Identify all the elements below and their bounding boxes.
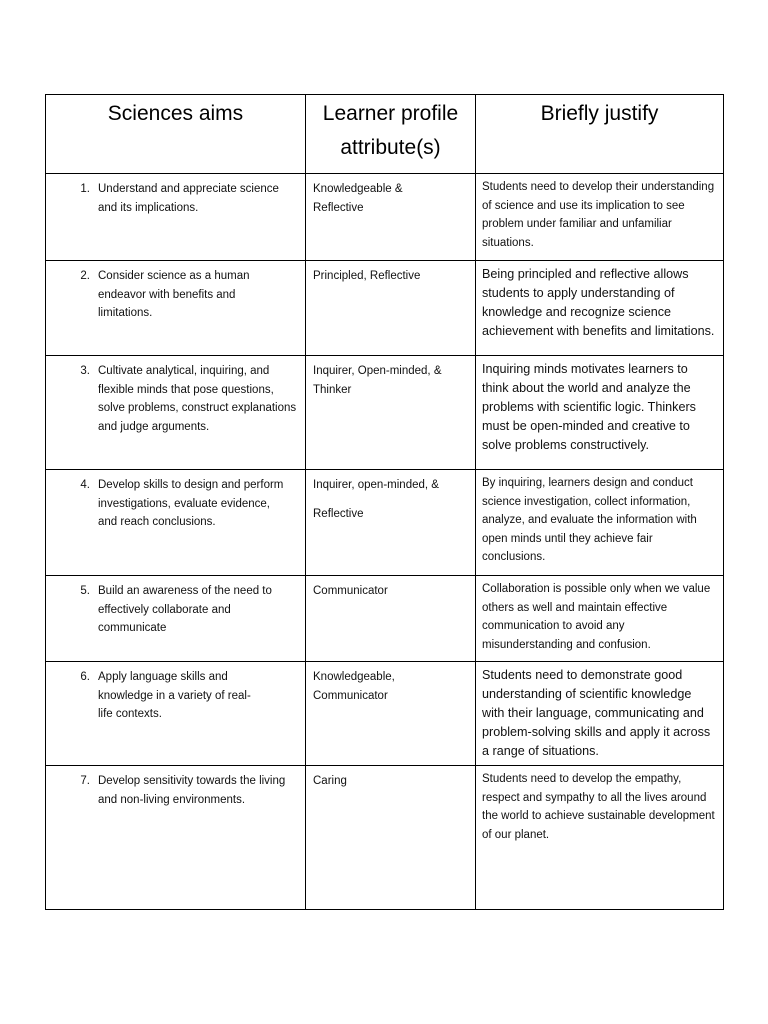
justify-text: By inquiring, learners design and conduct science investigation, collect information, analyze, and evaluate the information with open minds until they achieve fair conclusions. [482, 477, 697, 563]
justify-cell [476, 356, 724, 470]
row-number: 4. [80, 479, 90, 491]
attribute-text: Inquirer, open-minded, & [313, 479, 439, 491]
header-justify: Briefly justify [476, 95, 724, 174]
aim-cell [46, 261, 306, 356]
table-row [46, 576, 724, 662]
row-number: 7. [80, 775, 90, 787]
table-row [46, 356, 724, 470]
justify-cell [476, 662, 724, 766]
attribute-cell [306, 662, 476, 766]
attribute-cell [306, 470, 476, 576]
attribute-cell [306, 356, 476, 470]
aim-text: Apply language skills and knowledge in a variety of real-life contexts. [98, 671, 251, 720]
attribute-text: Communicator [313, 585, 388, 597]
table-row [46, 174, 724, 261]
justify-text: Students need to develop their understanding of science and use its implication to see problem under familiar and unfamiliar situations. [482, 181, 715, 249]
aim-text: Build an awareness of the need to effectively collaborate and communicate [98, 585, 272, 634]
justify-text: Inquiring minds motivates learners to think about the world and analyze the problems with scientific logic. Thinkers must be open-minded and creative to solve problems constructively. [482, 362, 696, 452]
justify-text: Students need to develop the empathy, respect and sympathy to all the lives around the world to achieve sustainable development of our planet. [482, 773, 715, 841]
spacer [313, 495, 469, 505]
aim-cell [46, 766, 306, 910]
justify-cell [476, 576, 724, 662]
aim-text: Develop sensitivity towards the living and non-living environments. [98, 775, 286, 806]
aims-table [45, 94, 724, 910]
attribute-cell [306, 576, 476, 662]
aim-cell [46, 174, 306, 261]
aim-cell [46, 470, 306, 576]
attribute-cell [306, 261, 476, 356]
justify-cell [476, 261, 724, 356]
attribute-text: Principled, Reflective [313, 270, 421, 282]
aim-cell [46, 356, 306, 470]
row-number: 3. [80, 365, 90, 377]
table-row [46, 766, 724, 910]
aim-text: Cultivate analytical, inquiring, and flexible minds that pose questions, solve problems, construct explanations and judge arguments. [98, 365, 297, 433]
aim-text: Understand and appreciate science and its implications. [98, 183, 279, 214]
justify-cell [476, 766, 724, 910]
attribute-text-extra: Reflective [313, 507, 364, 520]
table-row [46, 662, 724, 766]
header-learner-profile: Learner profile attribute(s) [306, 95, 476, 174]
table-row [46, 261, 724, 356]
row-number: 5. [80, 585, 90, 597]
attribute-text: Knowledgeable, Communicator [313, 671, 395, 702]
aim-text: Consider science as a human endeavor with benefits and limitations. [98, 270, 250, 319]
attribute-text: Caring [313, 775, 347, 787]
table-row [46, 470, 724, 576]
aim-text: Develop skills to design and perform investigations, evaluate evidence, and reach conclusions. [98, 479, 284, 528]
attribute-text: Inquirer, Open-minded, & Thinker [313, 365, 442, 396]
row-number: 6. [80, 671, 90, 683]
row-number: 2. [80, 270, 90, 282]
justify-cell [476, 470, 724, 576]
attribute-cell [306, 766, 476, 910]
justify-text: Being principled and reflective allows students to apply understanding of knowledge and recognize science achievement with benefits and limitations. [482, 267, 715, 338]
attribute-cell [306, 174, 476, 261]
aim-cell [46, 662, 306, 766]
header-sciences-aims: Sciences aims [46, 95, 306, 174]
justify-text: Students need to demonstrate good understanding of scientific knowledge with their language, communicating and problem-solving skills and apply it across a range of situations. [482, 668, 711, 758]
justify-text: Collaboration is possible only when we value others as well and maintain effective communication to avoid any misunderstanding and confusion. [482, 583, 711, 651]
header-row [46, 95, 724, 174]
row-number: 1. [80, 183, 90, 195]
justify-cell [476, 174, 724, 261]
attribute-text: Knowledgeable & Reflective [313, 183, 403, 214]
aim-cell [46, 576, 306, 662]
